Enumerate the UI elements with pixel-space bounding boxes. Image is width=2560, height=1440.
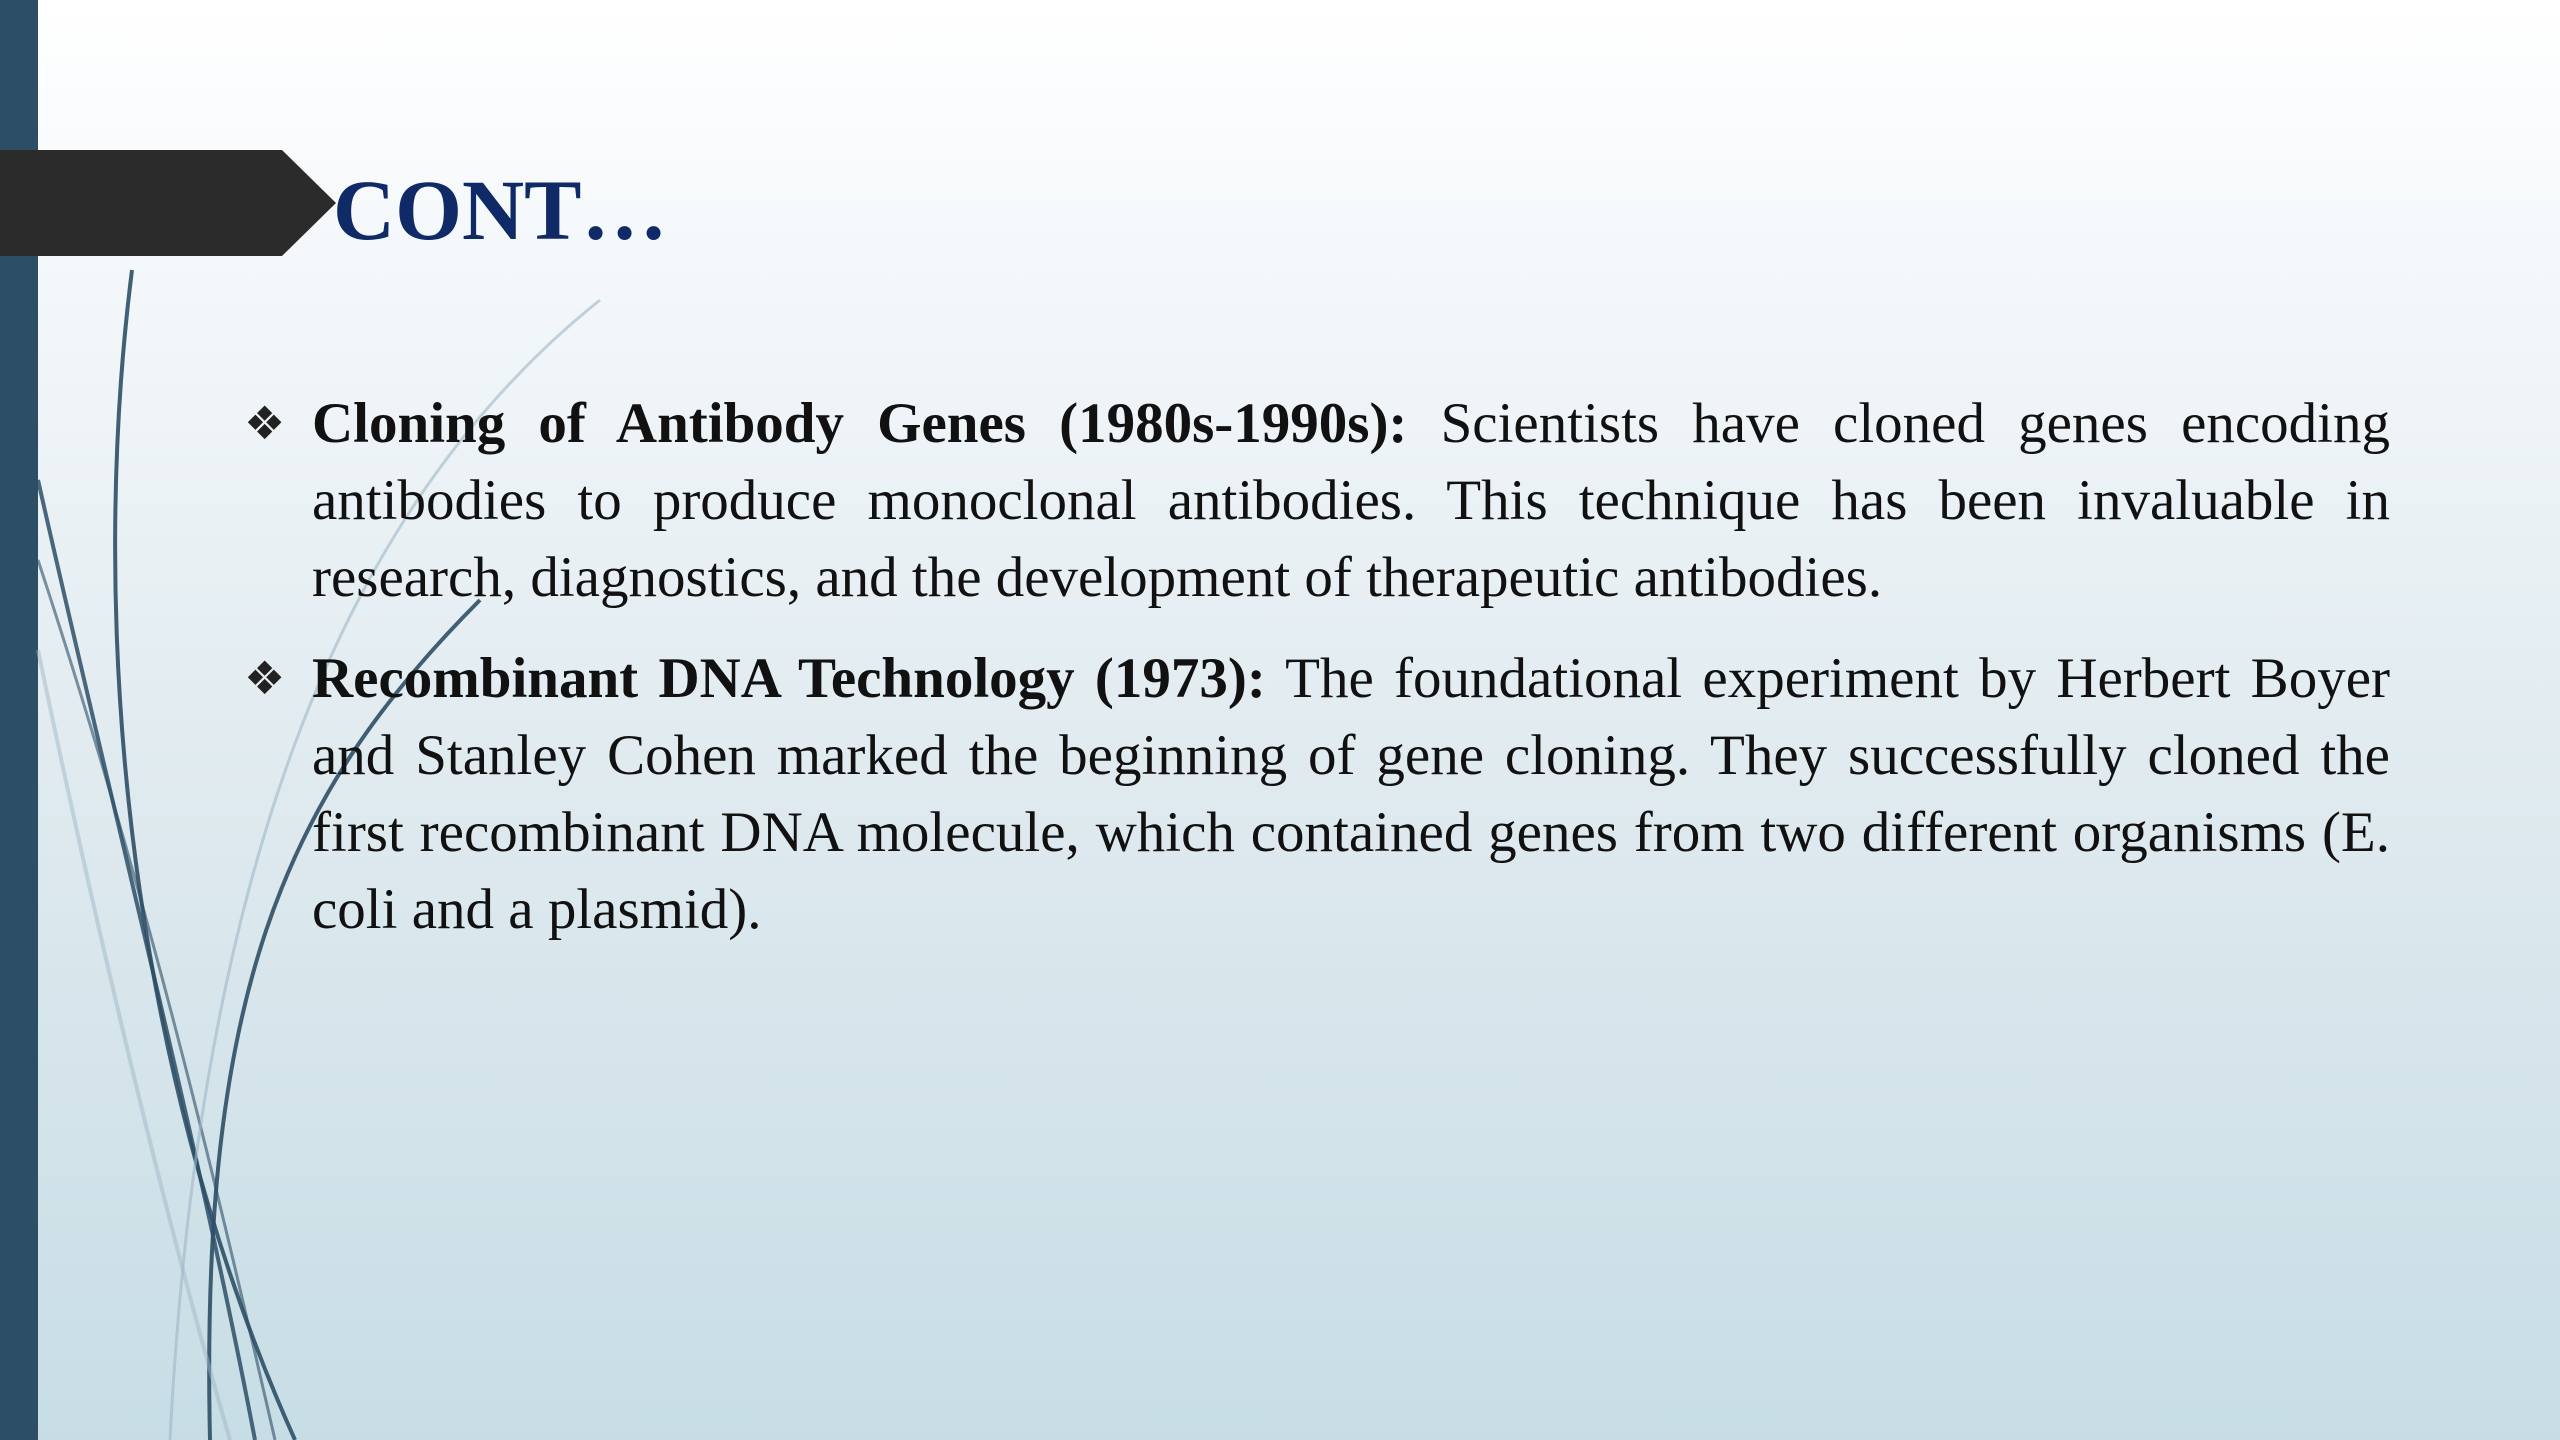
diamond-bullet-icon: ❖ bbox=[244, 396, 286, 450]
diamond-bullet-icon: ❖ bbox=[244, 651, 286, 705]
bullet-list bbox=[240, 385, 2390, 972]
bullet-text: Scientists have cloned genes encoding antibodies to produce monoclonal antibodies. This technique has been invaluable in research, diagnostics, and the development of therapeutic antibodies. bbox=[312, 392, 2391, 609]
bullet-text: The foundational experiment by Herbert Boyer and Stanley Cohen marked the beginning of gene cloning. They successfully cloned the first recombinant DNA molecule, which contained genes from two different organisms (E. coli and a plasmid). bbox=[312, 647, 2390, 941]
bullet-heading: Recombinant DNA Technology (1973): bbox=[312, 647, 1266, 710]
bullet-item-recombinant-dna bbox=[240, 640, 2390, 948]
slide-title: CONT… bbox=[333, 162, 668, 258]
bullet-heading: Cloning of Antibody Genes (1980s-1990s): bbox=[312, 392, 1408, 455]
bullet-item-antibody-cloning bbox=[240, 385, 2390, 616]
title-banner-arrow bbox=[0, 150, 336, 256]
